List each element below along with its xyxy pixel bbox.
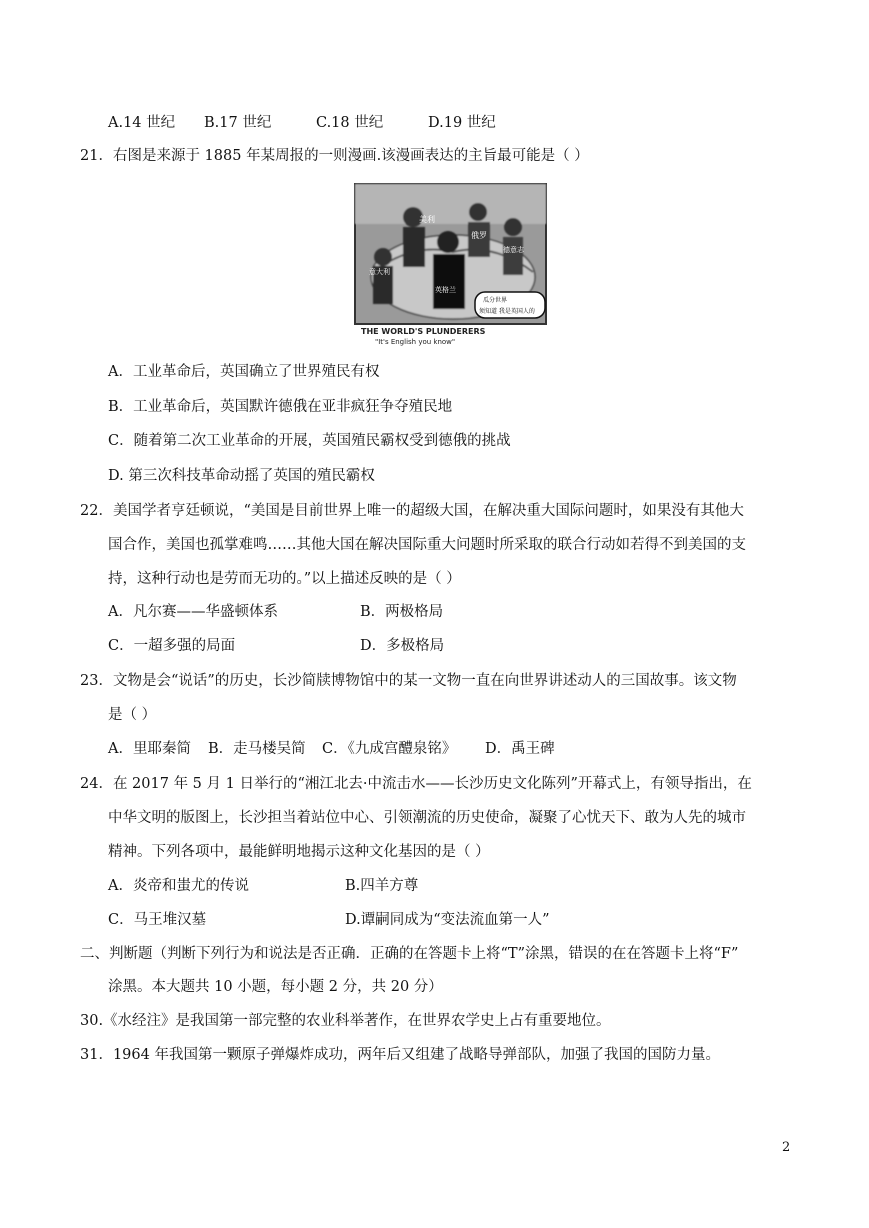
q22-option-a: A．凡尔赛——华盛顿体系 [108, 604, 278, 620]
q24-option-c: C．马王堆汉墓 [108, 912, 207, 928]
q24-stem-line-1: 24．在 2017 年 5 月 1 日举行的“湘江北去·中流击水——长沙历史文化陈列”开幕式上，有领导指出，在 [80, 776, 752, 792]
q24-option-a: A．炎帝和蚩尤的传说 [108, 878, 249, 894]
q23-option-c: C．《九成宫醴泉铭》 [322, 741, 457, 757]
section2-heading-line-2: 涂黑。本大题共 10 小题，每小题 2 分，共 20 分） [108, 979, 443, 995]
q21-cartoon-image [353, 182, 548, 347]
q21-stem: 21．右图是来源于 1885 年某周报的一则漫画.该漫画表达的主旨最可能是（ ） [80, 148, 589, 164]
q23-stem-line-2: 是（ ） [108, 707, 157, 723]
q23-option-d: D．禹王碑 [485, 741, 555, 757]
q21-option-c: C．随着第二次工业革命的开展，英国殖民霸权受到德俄的挑战 [108, 433, 511, 449]
q23-option-b: B．走马楼吴简 [208, 741, 306, 757]
cartoon-caption-line2: "It's English you know" [375, 338, 456, 346]
q22-option-d: D．多极格局 [360, 638, 445, 654]
cartoon-label-2: 俄罗 [471, 231, 487, 240]
q22-option-c: C．一超多强的局面 [108, 638, 236, 654]
q20-option-a: A.14 世纪 [108, 115, 176, 131]
cartoon-label-4: 德意志 [503, 246, 524, 254]
q31-statement: 31．1964 年我国第一颗原子弹爆炸成功，两年后又组建了战略导弹部队，加强了我国的国防力量。 [80, 1047, 720, 1063]
page-number: 2 [782, 1140, 791, 1155]
q22-stem-line-2: 国合作，美国也孤掌难鸣……其他大国在解决国际重大问题时所采取的联合行动如若得不到美国的支 [108, 537, 746, 553]
q22-stem-line-1: 22．美国学者亨廷顿说，“美国是目前世界上唯一的超级大国，在解决重大国际问题时，如果没有其他大 [80, 503, 744, 519]
cartoon-bubble-line1: 瓜分世界 [483, 297, 508, 304]
q21-option-d: D. 第三次科技革命动摇了英国的殖民霸权 [108, 468, 375, 484]
cartoon-label-3: 意大利 [369, 268, 390, 276]
q30-statement: 30.《水经注》是我国第一部完整的农业科举著作，在世界农学史上占有重要地位。 [80, 1013, 611, 1029]
q23-option-a: A．里耶秦简 [108, 741, 191, 757]
cartoon-bubble-line2: 须知道 我是英国人的 [479, 308, 535, 315]
section2-heading-line-1: 二、判断题（判断下列行为和说法是否正确．正确的在答题卡上将“T”涂黑，错误的在在答题卡上将“F” [80, 946, 739, 962]
q24-stem-line-3: 精神。下列各项中，最能鲜明地揭示这种文化基因的是（ ） [108, 844, 490, 860]
q20-option-c: C.18 世纪 [316, 115, 384, 131]
cartoon-label-5: 英格兰 [435, 286, 456, 294]
q24-option-b: B.四羊方尊 [345, 878, 419, 894]
cartoon-label-1: 美利 [419, 215, 435, 224]
q22-stem-line-3: 持，这种行动也是劳而无功的。”以上描述反映的是（ ） [108, 571, 461, 587]
q24-option-d: D.谭嗣同成为“变法流血第一人” [345, 912, 550, 928]
cartoon-caption-line1: THE WORLD'S PLUNDERERS [361, 327, 486, 336]
q23-stem-line-1: 23．文物是会“说话”的历史，长沙简牍博物馆中的某一文物一直在向世界讲述动人的三国故事。该文物 [80, 673, 737, 689]
q21-option-a: A．工业革命后，英国确立了世界殖民有权 [108, 364, 380, 380]
q20-option-b: B.17 世纪 [204, 115, 272, 131]
q22-option-b: B．两极格局 [360, 604, 444, 620]
q21-option-b: B．工业革命后，英国默许德俄在亚非疯狂争夺殖民地 [108, 399, 453, 415]
q20-option-d: D.19 世纪 [428, 115, 496, 131]
q24-stem-line-2: 中华文明的版图上，长沙担当着站位中心、引领潮流的历史使命，凝聚了心忧天下、敢为人先的城市 [108, 810, 746, 826]
